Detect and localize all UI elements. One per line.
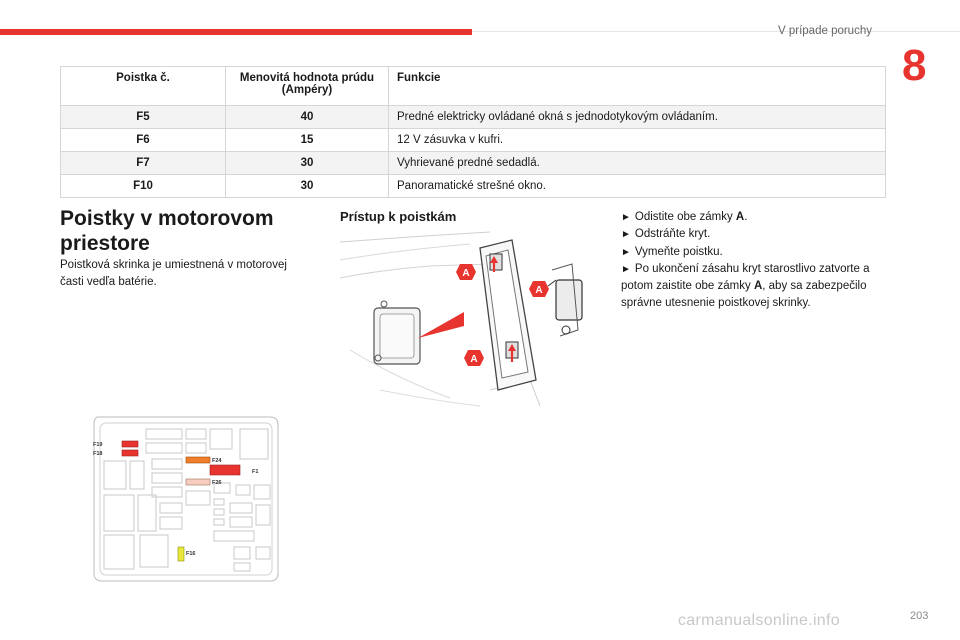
- fuse-function: Panoramatické strešné okno.: [389, 175, 886, 198]
- watermark: carmanualsonline.info: [678, 612, 840, 629]
- chapter-number: 8: [902, 41, 927, 90]
- table-row: [61, 106, 886, 129]
- fuse-table: [60, 66, 886, 198]
- step-item: ► Odstráňte kryt.: [621, 228, 711, 241]
- access-steps: [621, 209, 881, 313]
- fuse-label-f1: F1: [252, 469, 259, 475]
- fuse-number: F6: [61, 129, 226, 152]
- fuse-number: F10: [61, 175, 226, 198]
- play-arrow-icon: ►: [621, 246, 631, 258]
- fuse-function: Vyhrievané predné sedadlá.: [389, 152, 886, 175]
- column-header-function: Funkcie: [389, 67, 886, 106]
- lock-label-a: [456, 264, 476, 280]
- column-header-rating: Menovitá hodnota prúdu (Ampéry): [226, 67, 389, 106]
- column-header-fuse: Poistka č.: [61, 67, 226, 106]
- lock-label-a: [529, 281, 549, 297]
- fusebox-cover-illustration: [340, 230, 598, 408]
- fuse-label-f16: F16: [186, 551, 196, 557]
- page-number: 203: [910, 610, 929, 622]
- access-heading: Prístup k poistkám: [340, 209, 457, 224]
- step-item: ► Vymeňte poistku.: [621, 245, 723, 258]
- engine-fuses-intro: Poistková skrinka je umiestnená v motorovej časti vedľa batérie.: [60, 259, 287, 289]
- play-arrow-icon: ►: [621, 212, 631, 223]
- table-row: [61, 175, 886, 198]
- header-rule: [472, 31, 960, 32]
- svg-text:A: A: [462, 268, 470, 279]
- header-accent-bar: [0, 29, 472, 35]
- table-row: [61, 129, 886, 152]
- fuse-table-header-row: [61, 67, 886, 106]
- fuse-rating: 30: [226, 175, 389, 198]
- section-title: V prípade poruchy: [778, 25, 872, 37]
- step-item: ► Odistite obe zámky A.: [621, 211, 748, 223]
- play-arrow-icon: ►: [621, 229, 631, 241]
- fuse-rating: 15: [226, 129, 389, 152]
- play-arrow-icon: ►: [621, 263, 631, 275]
- fuse-rating: 40: [226, 106, 389, 129]
- fuse-number: F7: [61, 152, 226, 175]
- engine-fuses-heading: Poistky v motorovom priestore: [60, 207, 274, 255]
- svg-text:A: A: [535, 285, 543, 296]
- fuse-label-f24: F24: [212, 458, 222, 464]
- fuse-label-f18: F18: [93, 451, 103, 457]
- step-item: ► Po ukončení zásahu kryt starostlivo zatvorte a potom zaistite obe zámky A, aby sa zabezpečilo správne utesnenie poistkovej skrinky.: [621, 262, 870, 310]
- lock-label-a: [464, 350, 484, 366]
- fuse-number: F5: [61, 106, 226, 129]
- table-row: [61, 152, 886, 175]
- fuse-label-f19: F19: [93, 442, 103, 448]
- fuse-function: Predné elektricky ovládané okná s jednodotykovým ovládaním.: [389, 106, 886, 129]
- fusebox-layout-diagram: [90, 413, 282, 585]
- fuse-function: 12 V zásuvka v kufri.: [389, 129, 886, 152]
- fuse-label-f26: F26: [212, 480, 222, 486]
- fuse-rating: 30: [226, 152, 389, 175]
- svg-text:A: A: [470, 354, 478, 365]
